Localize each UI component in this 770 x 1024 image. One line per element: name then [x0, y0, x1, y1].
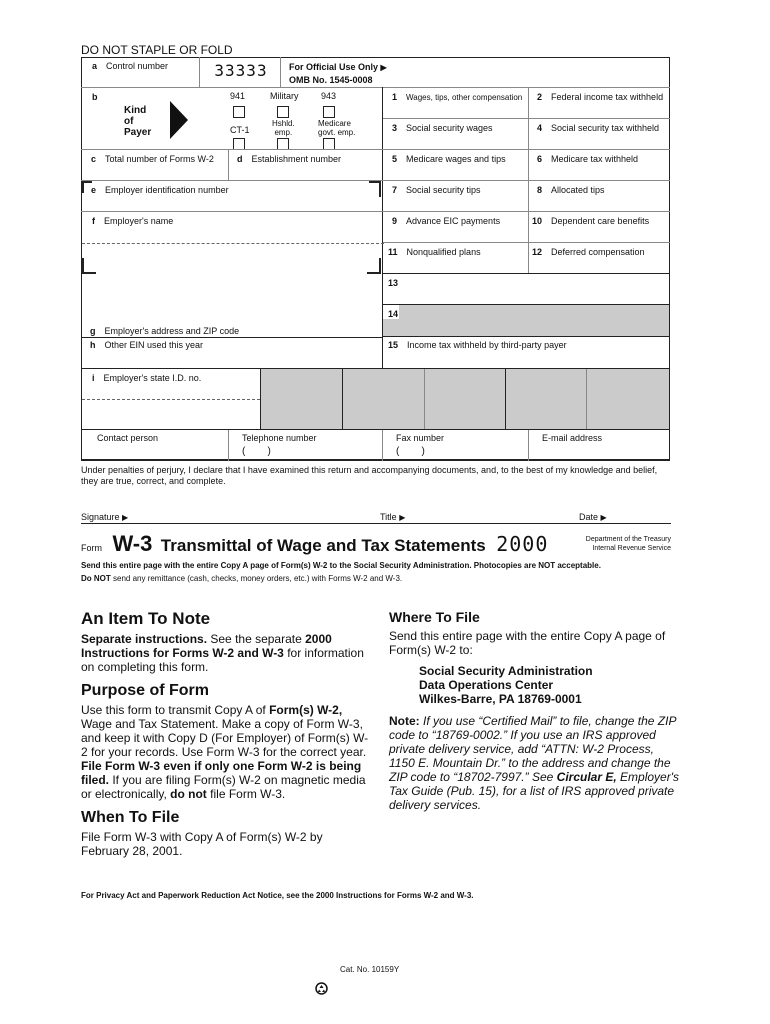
- divider: [505, 369, 506, 429]
- arrow-right-icon: ▶: [600, 513, 607, 522]
- where-to-file-note: Note: If you use “Certified Mail” to file, change the ZIP code to “18769-0002.” If you use an IRS approved private delivery service, add “ATTN: W-2 Process, 1150 E. Mountain Dr.” to the address and change the ZIP code to “18702-7997.” See Circular E, Employer's Tax Guide (Pub. 15), for a list of IRS approved private delivery services.: [389, 714, 680, 812]
- box-6-medicare-tax: 6 Medicare tax withheld: [537, 154, 639, 164]
- box-e-label: e Employer identification number: [91, 185, 229, 195]
- divider: [383, 118, 670, 119]
- instructions-right-column: [389, 609, 679, 812]
- box-1-wages: 1 Wages, tips, other compensation: [392, 92, 523, 102]
- box-3-ss-wages: 3 Social security wages: [392, 123, 493, 133]
- divider: [383, 273, 670, 274]
- fax-label: Fax number: [396, 433, 445, 443]
- official-use-label: For Official Use Only ▶: [289, 62, 387, 72]
- payer-military-checkbox[interactable]: [277, 106, 289, 118]
- triangle-pointer-icon: [170, 101, 188, 139]
- box-f-label: f Employer's name: [92, 216, 174, 226]
- scan-corner-mark: [82, 258, 96, 274]
- payer-military-label: Military: [270, 91, 299, 101]
- privacy-act-notice: For Privacy Act and Paperwork Reduction Act Notice, see the 2000 Instructions for Forms W-2 and W-3.: [81, 891, 474, 900]
- box-4-ss-tax: 4 Social security tax withheld: [537, 123, 660, 133]
- dashed-separator: [82, 399, 260, 400]
- divider: [228, 149, 229, 180]
- perjury-statement: Under penalties of perjury, I declare that I have examined this return and accompanying documents, and, to the best of my knowledge and belief, they are true, correct, and complete.: [81, 465, 658, 486]
- divider: [528, 430, 529, 461]
- divider: [342, 369, 343, 429]
- box-9-eic: 9 Advance EIC payments: [392, 216, 501, 226]
- box-12-deferred: 12 Deferred compensation: [532, 247, 645, 257]
- send-notice-line1: Send this entire page with the entire Copy A page of Form(s) W-2 to the Social Security Administration. Photocopies are NOT acceptable.: [81, 561, 601, 570]
- arrow-right-icon: ▶: [399, 513, 406, 522]
- payer-943-checkbox[interactable]: [323, 106, 335, 118]
- divider: [280, 57, 281, 87]
- payer-hshld-label: Hshld. emp.: [272, 119, 295, 137]
- box-11-nonqualified: 11 Nonqualified plans: [388, 247, 481, 257]
- telephone-area-code[interactable]: ( ): [242, 446, 271, 457]
- form-word: Form: [81, 543, 102, 553]
- form-title-bar: [81, 531, 548, 557]
- divider: [424, 369, 425, 429]
- payer-941-checkbox[interactable]: [233, 106, 245, 118]
- divider: [81, 180, 383, 181]
- do-not-staple-notice: DO NOT STAPLE OR FOLD: [81, 43, 233, 57]
- dashed-separator: [82, 243, 384, 244]
- box-15-third-party: 15 Income tax withheld by third-party payer: [388, 340, 567, 350]
- purpose-heading: Purpose of Form: [81, 682, 210, 699]
- date-label: Date ▶: [579, 512, 607, 522]
- scan-corner-mark: [369, 181, 381, 197]
- where-to-file-heading: Where To File: [389, 609, 480, 625]
- box-g-label: g Employer's address and ZIP code: [90, 326, 240, 336]
- omb-number: OMB No. 1545-0008: [289, 75, 373, 85]
- box-h-label: h Other EIN used this year: [90, 340, 204, 350]
- box-5-medicare-wages: 5 Medicare wages and tips: [392, 154, 506, 164]
- form-id: W-3: [112, 531, 153, 556]
- divider: [383, 180, 670, 181]
- department-label: Department of the Treasury Internal Revenue Service: [585, 536, 671, 552]
- box-d-label: d Establishment number: [237, 154, 342, 164]
- arrow-right-icon: ▶: [380, 63, 387, 72]
- arrow-right-icon: ▶: [122, 513, 129, 522]
- where-to-file-text: Send this entire page with the entire Copy A page of Form(s) W-2 to:: [389, 629, 666, 657]
- divider: [199, 57, 200, 87]
- item-to-note-text: Separate instructions. See the separate 2000 Instructions for Forms W-2 and W-3 for information on completing this form.: [81, 632, 364, 674]
- divider: [382, 430, 383, 461]
- divider: [228, 430, 229, 461]
- catalog-number: Cat. No. 10159Y: [340, 965, 400, 974]
- divider: [383, 242, 670, 243]
- shaded-state-area: [260, 369, 669, 429]
- control-number-value[interactable]: 33333: [214, 61, 268, 80]
- box-14-shaded: [383, 305, 669, 336]
- scan-corner-mark: [367, 258, 381, 274]
- box-2-federal-tax: 2 Federal income tax withheld: [537, 92, 664, 102]
- payer-medicare-label: Medicare govt. emp.: [318, 119, 356, 137]
- payer-943-label: 943: [321, 91, 337, 101]
- divider: [383, 149, 670, 150]
- item-to-note-heading: An Item To Note: [81, 609, 211, 628]
- when-to-file-heading: When To File: [81, 809, 180, 826]
- contact-person-label: Contact person: [97, 433, 159, 443]
- payer-ct1-label: CT-1: [230, 125, 250, 135]
- divider: [81, 337, 383, 338]
- divider: [81, 211, 383, 212]
- telephone-label: Telephone number: [242, 433, 317, 443]
- divider: [383, 336, 670, 337]
- email-label: E-mail address: [542, 433, 603, 443]
- kind-of-payer-label: Kind of Payer: [124, 105, 152, 138]
- box-b-key: b: [92, 92, 98, 102]
- divider: [586, 369, 587, 429]
- box-14-label: 14: [388, 309, 399, 319]
- box-8-allocated-tips: 8 Allocated tips: [537, 185, 605, 195]
- recycle-icon: [315, 982, 328, 995]
- divider: [81, 149, 383, 150]
- divider: [81, 87, 670, 88]
- divider: [81, 429, 670, 430]
- divider: [260, 369, 261, 429]
- box-7-ss-tips: 7 Social security tips: [392, 185, 481, 195]
- when-to-file-text: File Form W-3 with Copy A of Form(s) W-2 by February 28, 2001.: [81, 830, 323, 858]
- box-13-label: 13: [388, 278, 399, 288]
- box-10-dependent-care: 10 Dependent care benefits: [532, 216, 650, 226]
- payer-941-label: 941: [230, 91, 246, 101]
- purpose-text: Use this form to transmit Copy A of Form(s) W-2, Wage and Tax Statement. Make a copy of Form W-3, and keep it with Copy D (For Employer) of Form(s) W-2 for your records. Use Form W-3 for the correct year. File Form W-3 even if only one Form W-2 is being filed. If you are filing Form(s) W-2 on magnetic media or electronically, do not file Form W-3.: [81, 703, 369, 801]
- signature-label: Signature ▶: [81, 512, 129, 522]
- divider: [383, 211, 670, 212]
- form-title: Transmittal of Wage and Tax Statements: [160, 536, 486, 555]
- form-year: 2000: [496, 532, 549, 556]
- box-c-label: c Total number of Forms W-2: [91, 154, 214, 164]
- ssa-address: Social Security Administration Data Operations Center Wilkes-Barre, PA 18769-0001: [419, 664, 593, 706]
- signature-line: [81, 523, 671, 524]
- instructions-left-column: [81, 609, 373, 858]
- box-i-label: i Employer's state I.D. no.: [92, 373, 202, 383]
- title-label: Title ▶: [380, 512, 406, 522]
- send-notice-line2: Do NOT send any remittance (cash, checks, money orders, etc.) with Forms W-2 and W-3.: [81, 574, 403, 583]
- box-a-label: a Control number: [92, 61, 169, 71]
- fax-area-code[interactable]: ( ): [396, 446, 425, 457]
